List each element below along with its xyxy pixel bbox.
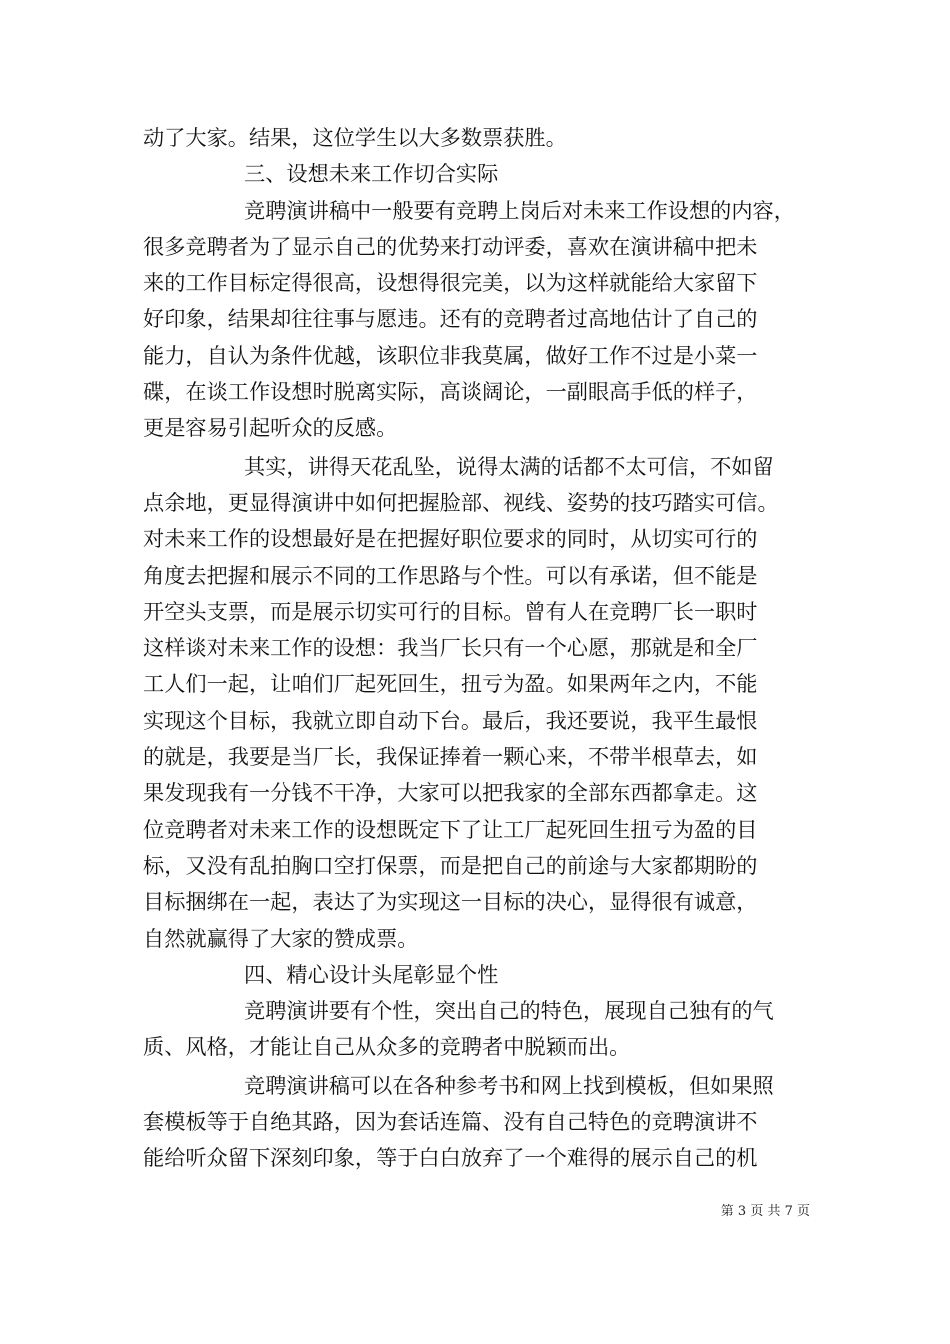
body-line: 目标捆绑在一起，表达了为实现这一目标的决心，显得很有诚意，: [143, 889, 758, 915]
body-line: 位竞聘者对未来工作的设想既定下了让工厂起死回生扭亏为盈的目: [143, 816, 758, 842]
body-line: 质、风格，才能让自己从众多的竞聘者中脱颖而出。: [143, 1034, 631, 1060]
body-line: 很多竞聘者为了显示自己的优势来打动评委，喜欢在演讲稿中把未: [143, 233, 758, 259]
body-line: 实现这个目标，我就立即自动下台。最后，我还要说，我平生最恨: [143, 707, 758, 733]
body-line: 开空头支票，而是展示切实可行的目标。曾有人在竞聘厂长一职时: [143, 598, 758, 624]
body-line: 碟，在谈工作设想时脱离实际，高谈阔论，一副眼高手低的样子，: [143, 379, 758, 405]
section-heading: 三、设想未来工作切合实际: [244, 161, 499, 187]
body-line: 这样谈对未来工作的设想：我当厂长只有一个心愿，那就是和全厂: [143, 635, 758, 661]
body-line: 套模板等于自绝其路，因为套话连篇、没有自己特色的竞聘演讲不: [143, 1109, 758, 1135]
body-line: 果发现我有一分钱不干净，大家可以把我家的全部东西都拿走。这: [143, 780, 758, 806]
page-number: 第 3 页 共 7 页: [720, 1204, 810, 1219]
body-line: 点余地，更显得演讲中如何把握脸部、视线、姿势的技巧踏实可信。: [143, 489, 779, 515]
body-line: 动了大家。结果，这位学生以大多数票获胜。: [143, 125, 567, 150]
body-line: 能力，自认为条件优越，该职位非我莫属，做好工作不过是小菜一: [143, 342, 758, 368]
document-body: [143, 120, 823, 1177]
paragraph-first-line: 竞聘演讲稿可以在各种参考书和网上找到模板，但如果照: [244, 1072, 774, 1098]
paragraph-first-line: 竞聘演讲稿中一般要有竞聘上岗后对未来工作设想的内容，: [244, 197, 795, 223]
body-line: 标，又没有乱拍胸口空打保票，而是把自己的前途与大家都期盼的: [143, 852, 758, 878]
body-line: 的就是，我要是当厂长，我保证捧着一颗心来，不带半根草去，如: [143, 744, 758, 770]
body-line: 好印象，结果却往往事与愿违。还有的竞聘者过高地估计了自己的: [143, 306, 758, 332]
body-line: 更是容易引起听众的反感。: [143, 415, 398, 441]
section-heading: 四、精心设计头尾彰显个性: [244, 961, 499, 987]
body-line: 能给听众留下深刻印象，等于白白放弃了一个难得的展示自己的机: [143, 1145, 758, 1171]
body-line: 来的工作目标定得很高，设想得很完美，以为这样就能给大家留下: [143, 270, 758, 296]
body-line: 自然就赢得了大家的赞成票。: [143, 925, 419, 951]
body-line: 角度去把握和展示不同的工作思路与个性。可以有承诺，但不能是: [143, 562, 758, 588]
body-line: 对未来工作的设想最好是在把握好职位要求的同时，从切实可行的: [143, 526, 758, 552]
paragraph-first-line: 竞聘演讲要有个性，突出自己的特色，展现自己独有的气: [244, 998, 774, 1024]
body-line: 工人们一起，让咱们厂起死回生，扭亏为盈。如果两年之内，不能: [143, 671, 758, 697]
paragraph-first-line: 其实，讲得天花乱坠，说得太满的话都不太可信，不如留: [244, 453, 774, 479]
